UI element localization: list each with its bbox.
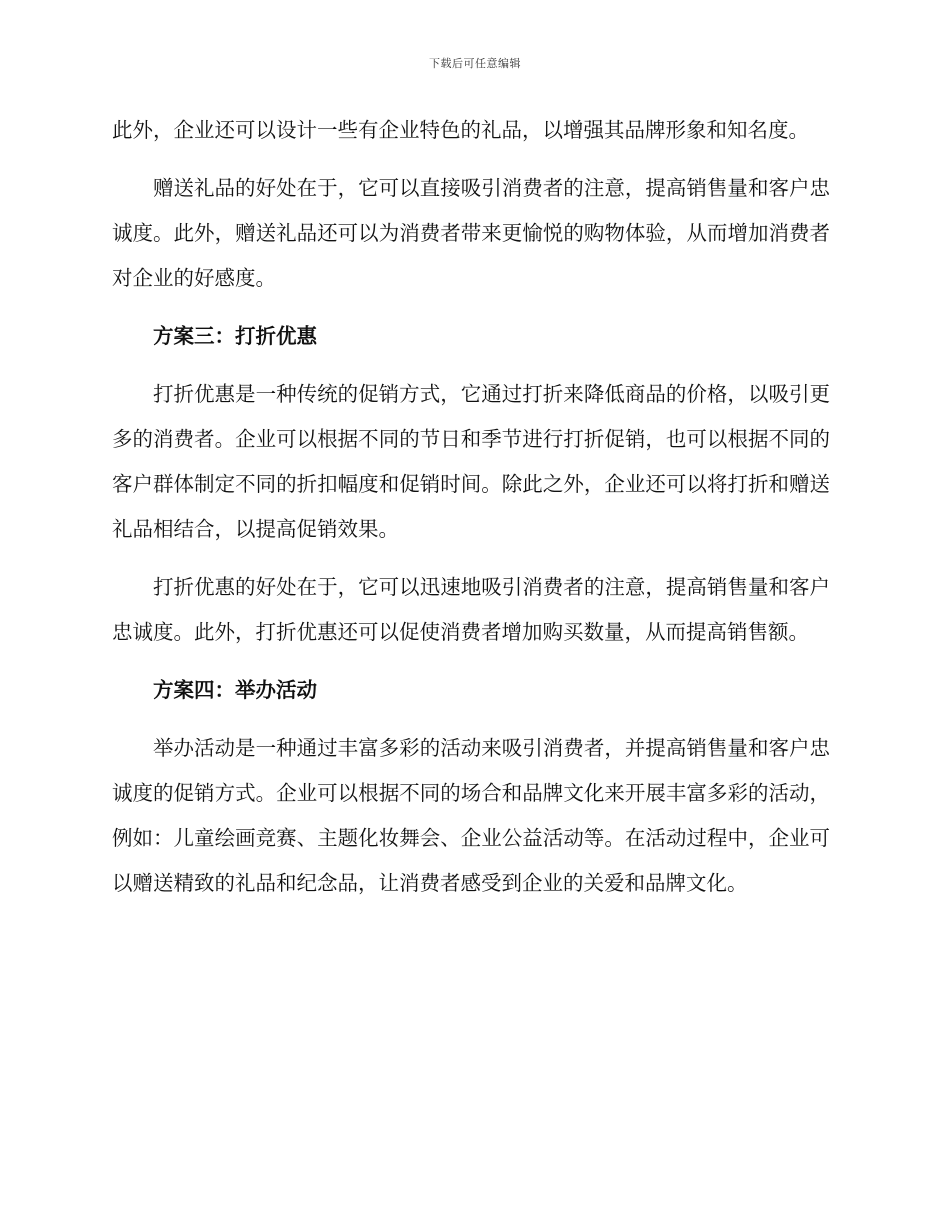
- paragraph-2: 赠送礼品的好处在于，它可以直接吸引消费者的注意，提高销售量和客户忠诚度。此外，赠送礼品还可以为消费者带来更愉悦的购物体验，从而增加消费者对企业的好感度。: [112, 176, 830, 290]
- paragraph-4: 打折优惠的好处在于，它可以迅速地吸引消费者的注意，提高销售量和客户忠诚度。此外，打折优惠还可以促使消费者增加购买数量，从而提高销售额。: [112, 575, 830, 644]
- paragraph-1: 此外，企业还可以设计一些有企业特色的礼品，以增强其品牌形象和知名度。: [112, 118, 809, 142]
- section-heading-plan-3: 方案三：打折优惠: [153, 324, 317, 348]
- document-body: [112, 108, 830, 919]
- section-heading-plan-4: 方案四：举办活动: [153, 678, 317, 702]
- paragraph-5: 举办活动是一种通过丰富多彩的活动来吸引消费者，并提高销售量和客户忠诚度的促销方式。企业可以根据不同的场合和品牌文化来开展丰富多彩的活动，例如：儿童绘画竞赛、主题化妆舞会、企业公益活动等。在活动过程中，企业可以赠送精致的礼品和纪念品，让消费者感受到企业的关爱和品牌文化。: [112, 736, 830, 895]
- page-header: 下载后可任意编辑: [429, 57, 521, 70]
- paragraph-3: 打折优惠是一种传统的促销方式，它通过打折来降低商品的价格，以吸引更多的消费者。企业可以根据不同的节日和季节进行打折促销，也可以根据不同的客户群体制定不同的折扣幅度和促销时间。除此之外，企业还可以将打折和赠送礼品相结合，以提高促销效果。: [112, 382, 830, 541]
